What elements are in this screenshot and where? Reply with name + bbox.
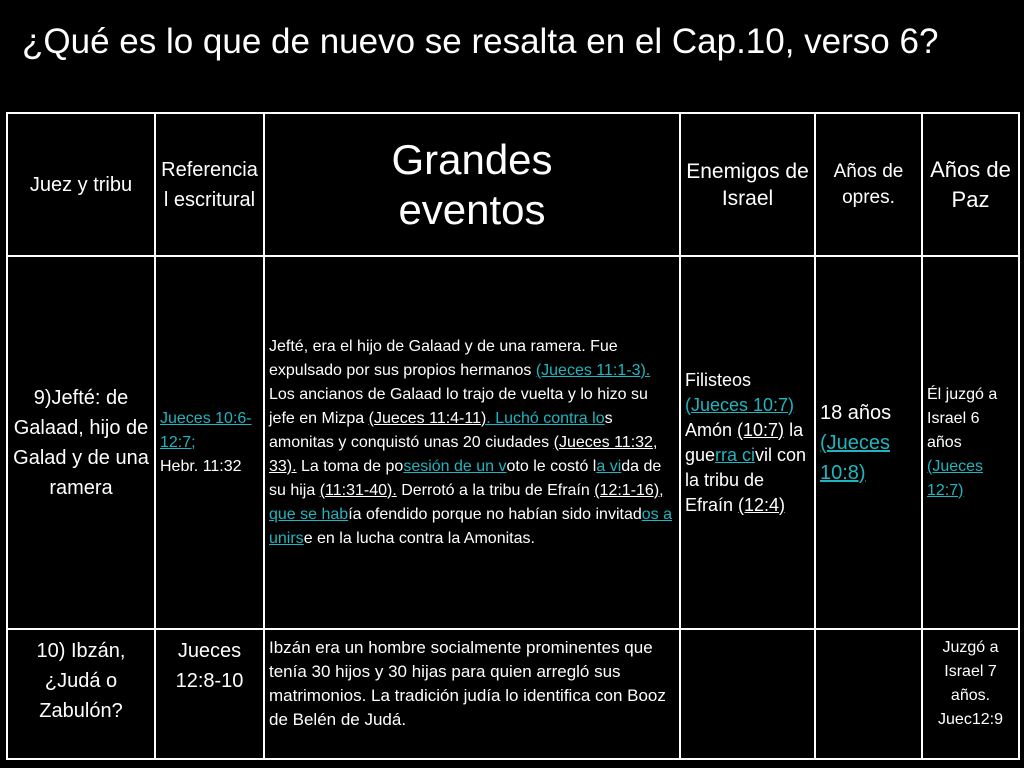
judge-cell: 10) Ibzán, ¿Judá o Zabulón? <box>7 629 155 759</box>
event-text: Jefté, era el hijo de Galaad y de una ramera. Fue expulsado por sus propios hermanos <box>269 337 618 379</box>
event-link[interactable]: . Luchó contra lo <box>486 409 605 427</box>
enemy-text: Amón <box>685 419 738 440</box>
event-text: Derrotó a la tribu de Efraín <box>396 481 595 499</box>
page-title: ¿Qué es lo que de nuevo se resalta en el Cap.10, verso 6? <box>22 22 939 61</box>
header-peace: Años de Paz <box>922 113 1019 256</box>
event-link[interactable]: os a unirs <box>269 505 672 547</box>
events-cell: Ibzán era un hombre socialmente prominentes que tenía 30 hijos y 30 hijas para quien arregló sus matrimonios. La tradición judía lo identifica con Booz de Belén de Judá. <box>264 629 680 759</box>
oppression-link[interactable]: (Jueces 10:8) <box>820 431 891 484</box>
hebrews-reference: Hebr. 11:32 <box>160 457 242 475</box>
enemy-text: la gue <box>685 419 804 465</box>
reference-cell: Jueces 12:8-10 <box>155 629 264 759</box>
table-row <box>7 629 1019 759</box>
enemies-cell <box>680 256 815 628</box>
event-reference: (Jueces 11:4-11) <box>368 409 487 427</box>
peace-link[interactable]: (Jueces 12:7) <box>927 457 984 499</box>
header-row <box>7 113 1019 256</box>
event-text: Los ancianos de Galaad lo trajo de vuelta y lo hizo su jefe en Mizpa <box>269 385 648 427</box>
header-oppression: Años de opres. <box>815 113 922 256</box>
event-text: da de su hija <box>269 457 662 499</box>
oppression-cell <box>815 256 922 628</box>
oppression-cell <box>815 629 922 759</box>
event-link[interactable]: (Jueces 11:1-3). <box>535 361 651 379</box>
enemies-cell <box>680 629 815 759</box>
event-reference: (Jueces 11:32, 33). <box>269 433 658 475</box>
event-reference: (11:31-40). <box>319 481 397 499</box>
header-judge: Juez y tribu <box>7 113 155 256</box>
oppression-years: 18 años <box>820 401 892 424</box>
enemy-reference: (12:4) <box>738 494 786 515</box>
events-cell <box>264 256 680 628</box>
event-text: e en la lucha contra la Amonitas. <box>303 529 535 547</box>
event-text: s amonitas y conquistó unas 20 ciudades <box>269 409 613 451</box>
event-text: La toma de po <box>296 457 404 475</box>
event-text: ía ofendido porque no habían sido invitad <box>348 505 642 523</box>
header-enemies: Enemigos de Israel <box>680 113 815 256</box>
header-events: Grandes eventos <box>264 113 680 256</box>
enemy-reference: (10:7) <box>737 419 785 440</box>
event-reference: (12:1-16), <box>594 481 664 499</box>
enemy-link[interactable]: rra ci <box>715 444 756 465</box>
judges-table <box>6 112 1020 760</box>
peace-cell <box>922 256 1019 628</box>
peace-cell: Juzgó a Israel 7 años. Juec12:9 <box>922 629 1019 759</box>
event-link[interactable]: a vi <box>596 457 622 475</box>
enemy-text: vil con la tribu de Efraín <box>685 444 807 515</box>
reference-cell <box>155 256 264 628</box>
event-text: oto le costó l <box>506 457 597 475</box>
event-link[interactable]: sesión de un v <box>403 457 507 475</box>
enemy-link[interactable]: (Jueces 10:7) <box>685 394 795 415</box>
enemy-text: Filisteos <box>685 369 752 390</box>
table-row <box>7 256 1019 628</box>
judge-cell: 9)Jefté: de Galaad, hijo de Galad y de una ramera <box>7 256 155 628</box>
peace-years: Él juzgó a Israel 6 años <box>927 385 998 451</box>
scripture-link[interactable]: Jueces 10:6-12:7; <box>160 409 252 451</box>
header-reference: Referencial escritural <box>155 113 264 256</box>
event-link[interactable]: que se hab <box>269 505 349 523</box>
